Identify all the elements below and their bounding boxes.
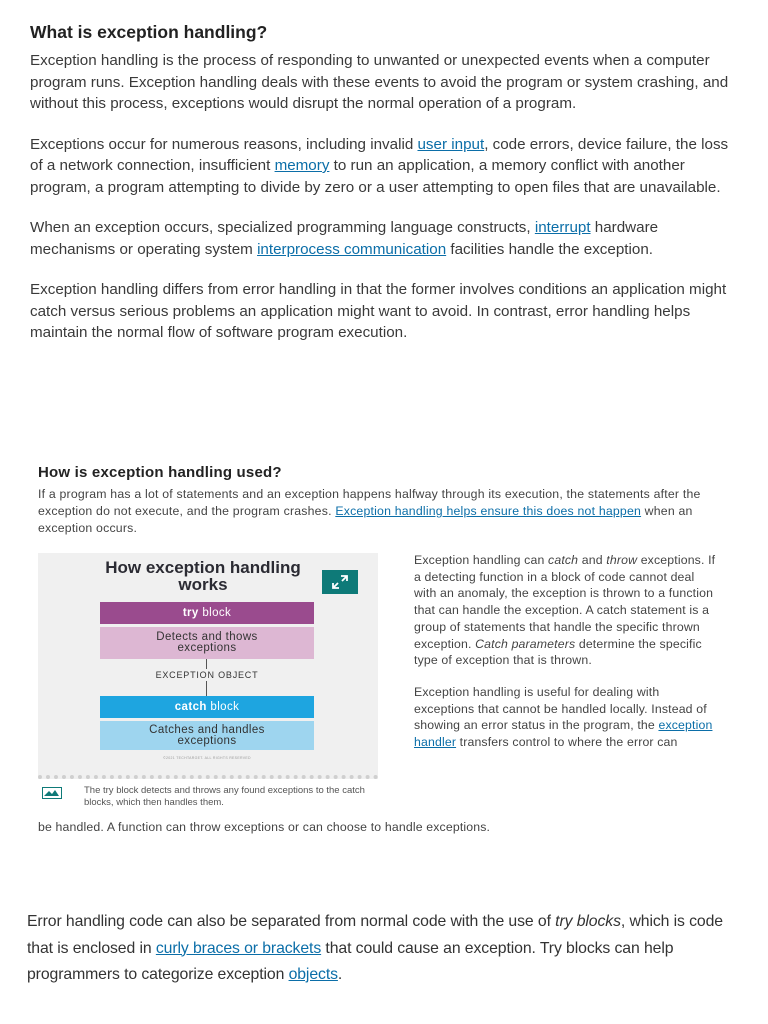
catch-block-box	[100, 696, 314, 718]
text: When an exception occurs, specialized programming language constructs,	[30, 219, 535, 236]
link-exception-handling-helps[interactable]: Exception handling helps ensure this does not happen	[335, 503, 642, 518]
catch-block-label: block	[206, 700, 240, 713]
text: Exception handling can	[414, 553, 549, 567]
connector-arrow	[206, 681, 207, 696]
text: facilities handle the exception.	[446, 240, 654, 258]
side-text	[414, 552, 718, 751]
em-throw: throw	[606, 553, 638, 567]
text: and	[578, 553, 607, 567]
side-paragraph-continuation: be handled. A function can throw exceptions or can choose to handle exceptions.	[38, 820, 491, 834]
diagram-title-line2: works	[178, 575, 228, 594]
connector-line	[206, 659, 207, 669]
text: Exceptions occur for numerous reasons, including invalid	[30, 135, 418, 153]
paragraph-causes	[30, 134, 745, 199]
em-try-blocks: try blocks	[555, 913, 621, 930]
text: hardware mechanisms or operating system	[30, 219, 659, 258]
try-block-box	[100, 602, 314, 624]
side-paragraph-useful	[414, 684, 718, 751]
paragraph-try-blocks	[27, 909, 727, 989]
link-objects[interactable]: objects	[288, 966, 338, 983]
embedded-section	[38, 464, 738, 536]
paragraph-constructs	[30, 217, 745, 260]
handles-label: Catches and handles exceptions	[149, 723, 265, 747]
handles-box	[100, 721, 314, 750]
text: .	[337, 966, 343, 983]
link-user-input[interactable]: user input	[417, 135, 485, 153]
try-block-label: block	[198, 606, 232, 619]
detects-label: Detects and thows exceptions	[156, 631, 258, 654]
article-top	[30, 22, 745, 363]
expand-button[interactable]	[322, 570, 358, 594]
text: determine the specific type of exception that is thrown.	[414, 636, 702, 668]
catch-keyword: catch	[174, 700, 207, 713]
caption-text: The try block detects and throws any found exceptions to the catch blocks, which then handles them.	[84, 785, 365, 808]
exception-object-label: EXCEPTION OBJECT	[155, 670, 259, 680]
image-icon	[42, 787, 62, 799]
text: , which is code that is enclosed in	[27, 913, 723, 957]
diagram-title-line1: How exception handling	[105, 558, 301, 577]
paragraph-definition: Exception handling is the process of responding to unwanted or unexpected events when a computer program runs. Exception handling deals with these events to avoid the program or system crashing, and without this process, exceptions would disrupt the normal operation of a program.	[30, 52, 729, 112]
link-exception-handler[interactable]: exception handler	[414, 718, 713, 750]
link-curly-braces[interactable]: curly braces or brackets	[155, 939, 322, 957]
page-title: What is exception handling?	[30, 22, 268, 42]
text: that could cause an exception. Try blocks can help programmers to categorize exception	[27, 939, 674, 983]
detects-box	[100, 627, 314, 659]
link-interprocess-communication[interactable]: interprocess communication	[257, 240, 447, 258]
text: , code errors, device failure, the loss of a network connection, insufficient	[30, 135, 729, 174]
text: exceptions. If a detecting function in a block of code cannot deal with an anomaly, the exception is thrown to a function that can handle the exception. A catch statement is a group of statements that handle the specific thrown exception.	[414, 553, 716, 651]
link-memory[interactable]: memory	[274, 157, 330, 174]
text: If a program has a lot of statements and an exception happens halfway through its execution, the statements after the exception do not execute, and the program crashes.	[38, 487, 701, 518]
link-interrupt[interactable]: interrupt	[534, 219, 591, 236]
exception-handling-diagram	[38, 553, 378, 779]
section-heading: How is exception handling used?	[38, 464, 282, 481]
em-catch-parameters: Catch parameters	[475, 636, 576, 651]
text: Error handling code can also be separated from normal code with the use of	[27, 913, 556, 930]
side-paragraph-catch-throw	[414, 552, 718, 669]
text: transfers control to where the error can	[456, 735, 678, 750]
expand-arrows-icon	[332, 575, 348, 589]
em-catch: catch	[548, 553, 579, 567]
paragraph-difference: Exception handling differs from error handling in that the former involves conditions an application might catch versus serious problems an application might want to avoid. In contrast, error handling helps maintain the normal flow of software program execution.	[30, 281, 727, 341]
text: Exception handling is useful for dealing with exceptions that cannot be handled locally. Instead of showing an error status in the program, the	[414, 684, 707, 733]
section-intro	[38, 486, 738, 536]
text: to run an application, a memory conflict with another program, a program attempting to divide by zero or a user attempting to open files that are unavailable.	[30, 157, 721, 196]
diagram-title	[38, 559, 368, 593]
diagram-credit: ©2021 TECHTARGET. ALL RIGHTS RESERVED	[163, 756, 251, 760]
try-keyword: try	[182, 606, 199, 619]
text: when an exception occurs.	[38, 503, 693, 535]
